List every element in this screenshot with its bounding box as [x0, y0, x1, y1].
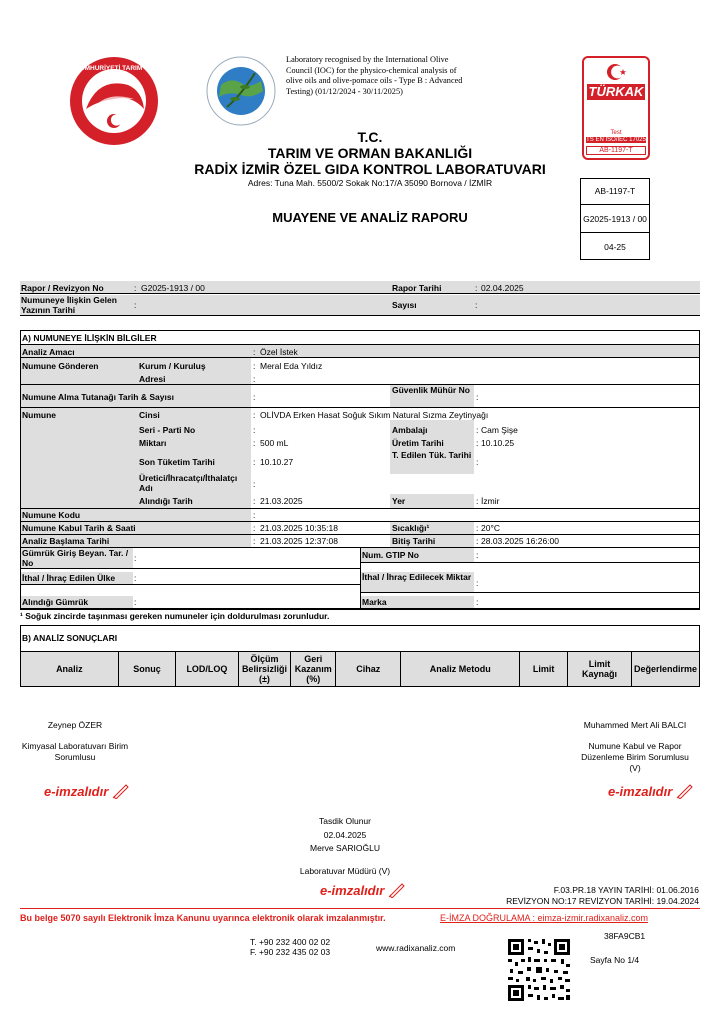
numune-label: Numune — [22, 410, 56, 420]
lab-heading: RADİX İZMİR ÖZEL GIDA KONTROL LABORATUVARI — [194, 161, 546, 177]
pen-icon — [112, 783, 130, 799]
son-tuketim-label: Son Tüketim Tarihi — [139, 457, 215, 467]
turkak-wordmark-b: AK — [624, 84, 644, 99]
right-esign-text: e-imzalıdır — [608, 784, 673, 799]
numune-gonderen-label: Numune Gönderen — [22, 361, 99, 371]
pen-icon — [388, 882, 406, 898]
section-b-title: B) ANALİZ SONUÇLARI — [22, 633, 118, 643]
left-signer-name: Zeynep ÖZER — [47, 720, 103, 730]
miktari-value: 500 mL — [260, 438, 289, 448]
footer-divider — [20, 908, 700, 909]
turkak-wordmark — [587, 84, 645, 100]
left-esign — [44, 783, 130, 799]
rapor-no-label: Rapor / Revizyon No — [21, 283, 104, 293]
marka-label: Marka — [362, 597, 387, 607]
turkak-wordmark-a: TÜRK — [588, 84, 625, 99]
turkak-logo — [582, 56, 650, 160]
adresi-label: Adresi — [139, 374, 166, 384]
col-geri-kazanim: Geri Kazanım (%) — [291, 652, 336, 687]
turkak-test: Test — [610, 130, 622, 136]
cinsi-label: Cinsi — [139, 410, 160, 420]
baslama-label: Analiz Başlama Tarihi — [22, 536, 110, 546]
ioc-accreditation-text: Laboratory recognised by the International Olive Council (IOC) for the physico-chemical analysis of olive oils and olive-pomace oils - Type B : Advanced Testing) (01/12/2024 - 30/11/2025) — [286, 55, 463, 96]
alindigi-tarih-label: Alındığı Tarih — [139, 496, 193, 506]
turkak-code: AB-1197-T — [586, 146, 646, 155]
yer-value: İzmir — [481, 496, 500, 506]
alindigi-tarih-value: 21.03.2025 — [260, 496, 303, 506]
phone-number: T. +90 232 400 02 02 — [250, 937, 331, 947]
side-box-accreditation: AB-1197-T — [594, 186, 636, 196]
document-code: 38FA9CB1 — [604, 931, 646, 941]
ithal-miktar-label: İthal / İhraç Edilecek Miktar — [362, 572, 472, 582]
baslama-value: 21.03.2025 12:37:08 — [260, 536, 338, 546]
page-number: Sayfa No 1/4 — [590, 955, 640, 965]
left-signer-title: Kimyasal Laboratuvarı Birim Sorumlusu — [21, 741, 129, 762]
section-a-title: A) NUMUNEYE İLİŞKİN BİLGİLER — [22, 333, 157, 343]
tasdik-date: 02.04.2025 — [323, 830, 367, 840]
kabul-value: 21.03.2025 10:35:18 — [260, 523, 338, 533]
sicaklik-value: 20°C — [481, 523, 500, 533]
col-lod: LOD/LOQ — [176, 652, 238, 687]
col-limit: Limit — [520, 652, 568, 687]
cold-chain-footnote: ¹ Soğuk zincirde taşınması gereken numuneler için doldurulması zorunludur. — [20, 611, 330, 621]
guvenlik-label: Güvenlik Mühür No — [392, 385, 470, 395]
right-esign — [608, 783, 694, 799]
ithal-ulke-label: İthal / İhraç Edilen Ülke — [22, 573, 116, 583]
rapor-tarihi-value: 02.04.2025 — [481, 283, 524, 293]
qr-code — [506, 937, 572, 1003]
tasdik-label: Tasdik Olunur — [319, 816, 371, 826]
uretim-value: 10.10.25 — [481, 438, 515, 448]
right-signer-name: Muhammed Mert Ali BALCI — [583, 720, 687, 730]
right-signer-title: Numune Kabul ve Rapor Düzenleme Birim Sorumlusu (V) — [581, 741, 689, 773]
bitis-label: Bitiş Tarihi — [392, 536, 436, 546]
e-signature-verify-link[interactable]: E-İMZA DOĞRULAMA : eimza-izmir.radixanaliz.com — [440, 913, 649, 923]
cinsi-value: OLİVDA Erken Hasat Soğuk Sıkım Natural Sızma Zeytinyağı — [260, 410, 489, 420]
col-sonuc: Sonuç — [118, 652, 176, 687]
revision-info: REVİZYON NO:17 REVİZYON TARİHİ: 19.04.2024 — [506, 896, 699, 906]
center-signer-name: Merve SARIOĞLU — [310, 843, 380, 853]
col-metot: Analiz Metodu — [401, 652, 520, 687]
turkak-crescent-icon — [604, 62, 630, 82]
website-link[interactable]: www.radixanaliz.com — [376, 943, 456, 953]
center-esign-text: e-imzalıdır — [320, 883, 385, 898]
col-analiz: Analiz — [21, 652, 119, 687]
report-title: MUAYENE VE ANALİZ RAPORU — [272, 210, 468, 225]
kurum-value: Meral Eda Yıldız — [260, 361, 323, 371]
seri-label: Seri - Parti No — [139, 425, 196, 435]
center-esign — [320, 882, 406, 898]
tc-heading: T.C. — [357, 129, 383, 145]
sayisi-label: Sayısı — [392, 300, 417, 310]
center-signer-title: Laboratuvar Müdürü (V) — [299, 866, 391, 876]
side-box-date-code: 04-25 — [604, 242, 626, 252]
lab-address: Adres: Tuna Mah. 5500/2 Sokak No:17/A 35090 Bornova / İZMİR — [247, 178, 493, 188]
kabul-label: Numune Kabul Tarih & Saati — [22, 523, 136, 533]
gtip-label: Num. GTIP No — [362, 550, 419, 560]
analysis-results-header — [20, 651, 700, 687]
col-belirsizlik: Ölçüm Belirsizliği (±) — [238, 652, 291, 687]
sicaklik-label: Sıcaklığı¹ — [392, 523, 430, 533]
bitis-value: 28.03.2025 16:26:00 — [481, 536, 559, 546]
svg-text:CUMHURİYETİ TARIM VE: CUMHURİYETİ TARIM VE — [75, 65, 153, 72]
col-degerlendirme: Değerlendirme — [631, 652, 699, 687]
analiz-amaci-label: Analiz Amacı — [22, 347, 75, 357]
alindigi-gumruk-label: Alındığı Gümrük — [22, 597, 89, 607]
rapor-no-value: G2025-1913 / 00 — [141, 283, 205, 293]
col-cihaz: Cihaz — [336, 652, 401, 687]
numune-kodu-label: Numune Kodu — [22, 510, 81, 520]
form-code: F.03.PR.18 YAYIN TARİHİ: 01.06.2016 — [553, 885, 699, 895]
ambalaj-label: Ambalajı — [392, 425, 428, 435]
pen-icon — [676, 783, 694, 799]
kurum-label: Kurum / Kuruluş — [139, 361, 206, 371]
analiz-amaci-value: Özel İstek — [260, 347, 298, 357]
uretim-label: Üretim Tarihi — [392, 438, 444, 448]
ministry-heading: TARIM VE ORMAN BAKANLIĞI — [267, 145, 473, 161]
yer-label: Yer — [392, 496, 406, 506]
ioc-globe-logo — [205, 55, 277, 127]
miktari-label: Miktarı — [139, 438, 167, 448]
col-limit-kaynagi: Limit Kaynağı — [568, 652, 632, 687]
e-signature-law-note: Bu belge 5070 sayılı Elektronik İmza Kanunu uyarınca elektronik olarak imzalanmıştır. — [20, 913, 386, 923]
gumruk-label: Gümrük Giriş Beyan. Tar. / No — [22, 548, 129, 568]
uretici-label: Üretici/İhracatçı/İthalatçı Adı — [139, 473, 238, 493]
side-box-report-no: G2025-1913 / 00 — [583, 214, 647, 224]
ministry-seal-logo — [68, 55, 160, 147]
rapor-tarihi-label: Rapor Tarihi — [392, 283, 442, 293]
tutanak-label: Numune Alma Tutanağı Tarih & Sayısı — [22, 392, 174, 402]
turkak-standard: TS EN ISO/IEC 17025 — [586, 137, 646, 143]
yazi-tarihi-label: Numuneye İlişkin Gelen Yazının Tarihi — [21, 295, 117, 315]
left-esign-text: e-imzalıdır — [44, 784, 109, 799]
ambalaj-value: Cam Şişe — [481, 425, 518, 435]
t-edilen-label: T. Edilen Tük. Tarihi — [392, 450, 472, 460]
son-tuketim-value: 10.10.27 — [260, 457, 294, 467]
fax-number: F. +90 232 435 02 03 — [250, 947, 331, 957]
